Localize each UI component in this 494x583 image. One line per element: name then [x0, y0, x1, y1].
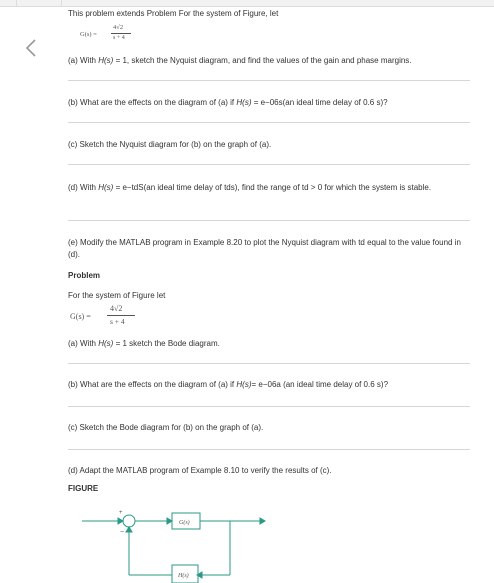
top-tab-strip: [0, 0, 494, 7]
equation-numerator: 4√2: [110, 304, 123, 313]
equation-denominator: s + 4: [110, 317, 125, 326]
divider: [68, 122, 470, 123]
minus-sign: −: [120, 529, 125, 536]
divider: [68, 80, 470, 81]
h-block-label: H(s): [178, 573, 189, 579]
problem-content: [68, 8, 474, 579]
divider: [68, 406, 470, 407]
question-1a: (a) With H(s) = 1, sketch the Nyquist diagram, and find the values of the gain and phase margins.: [68, 56, 412, 65]
equation-denominator: s + 4: [113, 35, 125, 41]
question-2a: (a) With H(s) = 1 sketch the Bode diagram.: [68, 339, 220, 348]
summing-junction: [123, 515, 135, 527]
problem-heading: Problem: [68, 271, 101, 280]
question-1d: (d) With H(s) = e−tdS(an ideal time delay of tds), find the range of td > 0 for which the system is stable.: [68, 183, 432, 192]
equation-lhs: G(s) =: [80, 31, 97, 38]
divider: [68, 220, 470, 221]
equation-lhs: G(s) =: [70, 312, 91, 321]
tab-strip-segment: [61, 0, 494, 6]
output-arrowhead: [260, 518, 265, 524]
input-arrowhead: [118, 518, 123, 524]
divider: [68, 449, 470, 450]
question-1c: (c) Sketch the Nyquist diagram for (b) on the graph of (a).: [68, 140, 272, 149]
forward-arrowhead: [167, 518, 172, 524]
feedback-up-arrowhead: [126, 527, 132, 532]
plus-sign: +: [119, 510, 123, 516]
tab-strip-segment: [0, 0, 17, 6]
intro-text: This problem extends Problem For the system of Figure, let: [68, 9, 279, 18]
fraction-bar: [107, 315, 135, 316]
chevron-left-icon[interactable]: [20, 36, 44, 60]
g-block-label: G(s): [179, 520, 190, 526]
problem-intro: For the system of Figure let: [68, 291, 166, 300]
equation-numerator: 4√2: [113, 24, 124, 31]
question-1e: (e) Modify the MATLAB program in Example 8.20 to plot the Nyquist diagram with td equal to the value found in (d).: [68, 238, 461, 259]
fraction-bar: [111, 33, 131, 34]
figure-label: FIGURE: [68, 484, 99, 493]
tab-strip-segment: [16, 0, 62, 6]
question-1b: (b) What are the effects on the diagram of (a) if H(s) = e−06s(an ideal time delay of 0.6 s)?: [68, 98, 388, 107]
question-2c: (c) Sketch the Bode diagram for (b) on the graph of (a).: [68, 423, 264, 432]
divider: [68, 363, 470, 364]
divider: [68, 164, 470, 165]
question-2d: (d) Adapt the MATLAB program of Example 8.10 to verify the results of (c).: [68, 466, 332, 475]
feedback-block-diagram: [82, 503, 272, 583]
question-2b: (b) What are the effects on the diagram of (a) if H(s)= e−06a (an ideal time delay of 0.6 s)?: [68, 380, 389, 389]
